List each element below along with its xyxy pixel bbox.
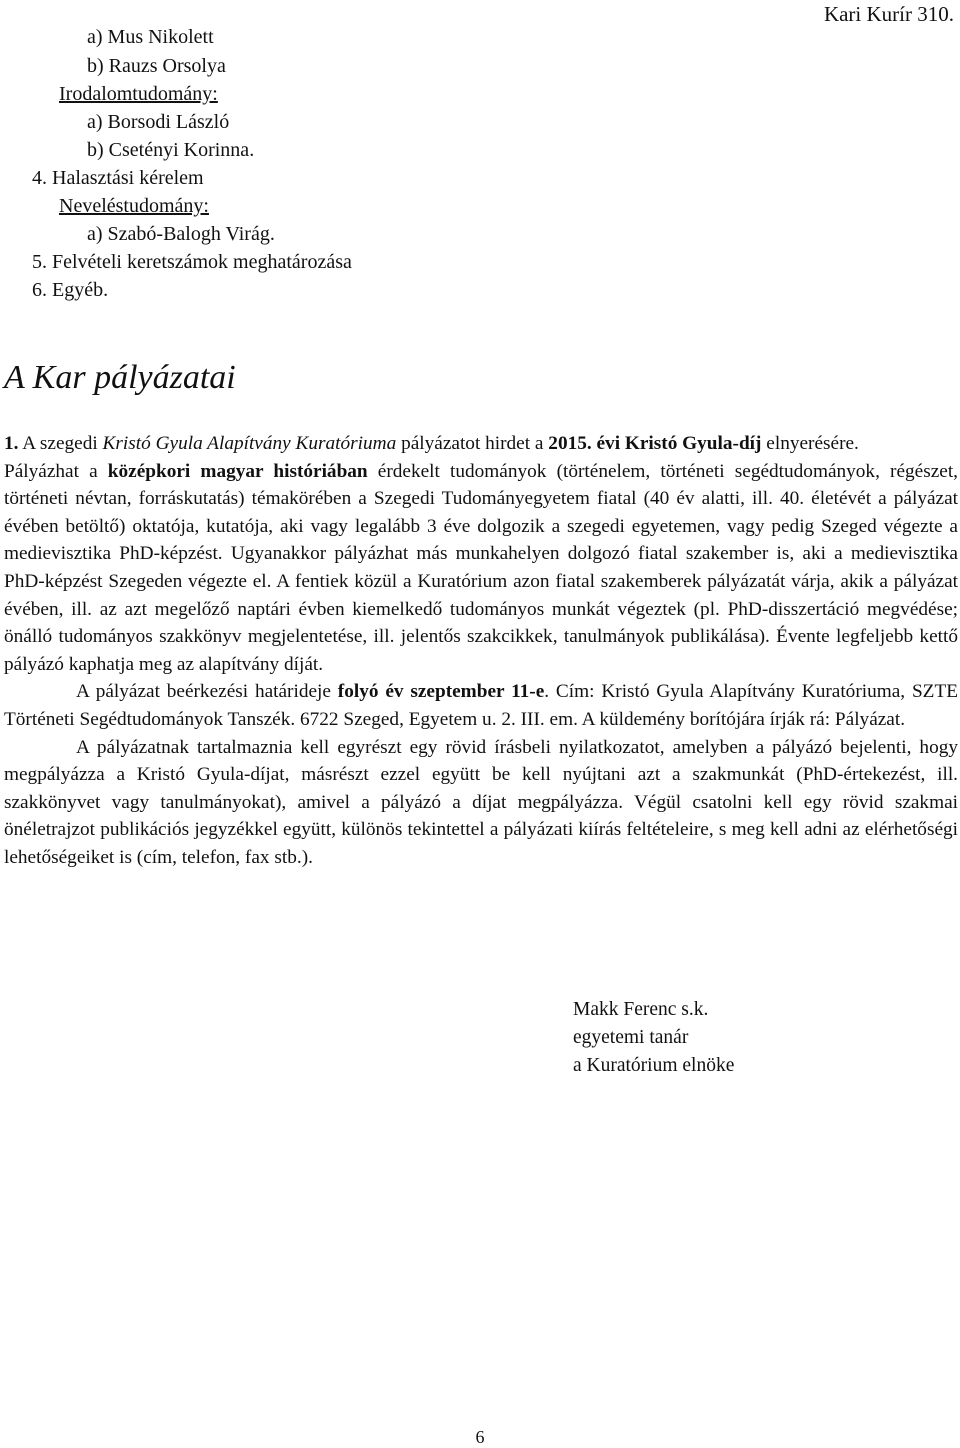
list-item: 6. Egyéb.: [32, 279, 109, 301]
list-item: a) Szabó-Balogh Virág.: [87, 223, 275, 245]
list-item: 5. Felvételi keretszámok meghatározása: [32, 251, 352, 273]
signatory-name: Makk Ferenc s.k.: [573, 999, 709, 1020]
list-item: b) Csetényi Korinna.: [87, 139, 255, 161]
paragraph-deadline: A pályázat beérkezési határideje folyó év szeptember 11-e. Cím: Kristó Gyula Alapítvány Kuratóriuma, SZTE Történeti Segédtudományok Tanszék. 6722 Szeged, Egyetem u. 2. III. em. A küldemény borítójára írják rá: Pályázat.: [4, 681, 959, 730]
list-item: 4. Halasztási kérelem: [32, 167, 204, 189]
paragraph-announcement: 1. A szegedi Kristó Gyula Alapítvány Kuratóriuma pályázatot hirdet a 2015. évi Kristó Gyula-díj elnyerésére.: [4, 433, 859, 454]
section-title: A Kar pályázatai: [4, 359, 236, 396]
list-subheading: Irodalomtudomány:: [59, 83, 218, 105]
signatory-role: a Kuratórium elnöke: [573, 1055, 735, 1076]
article-body: [4, 430, 958, 872]
list-subheading: Neveléstudomány:: [59, 195, 209, 217]
signature-block: [573, 996, 734, 1080]
foundation-name: Kristó Gyula Alapítvány Kuratóriuma: [102, 433, 397, 454]
item-number: 1.: [4, 433, 19, 454]
research-field: középkori magyar históriában: [107, 460, 368, 482]
paragraph-requirements: A pályázatnak tartalmaznia kell egyrészt egy rövid írásbeli nyilatkozatot, amelyben a pályázó bejelenti, hogy megpályázza a Kristó Gyula-díjat, másrészt ezzel együtt be kell nyújtani azt a szakmunkát (PhD-értekezést, ill. szakkönyvet vagy tanulmányokat), amivel a pályázó a díjat megpályázza. Végül csatolni kell egy rövid szakmai önéletrajzot publikációs jegyzékkel együtt, különös tekintettel a pályázati kiírás feltételeire, s meg kell adni az elérhetőségi lehetőségeiket is (cím, telefon, fax stb.).: [4, 736, 958, 868]
list-item: b) Rauzs Orsolya: [87, 55, 226, 77]
page-number: 6: [475, 1427, 485, 1447]
signatory-title: egyetemi tanár: [573, 1027, 689, 1048]
prize-name: 2015. évi Kristó Gyula-díj: [548, 433, 762, 454]
paragraph-eligibility: Pályázhat a középkori magyar históriában érdekelt tudományok (történelem, történeti segédtudományok, régészet, történeti névtan, forráskutatás) témakörében a Szegedi Tudományegyetem fiatal (40 év alatti, ill. 40. életévét a pályázat évében betöltő) oktatója, kutatója, aki vagy legalább 3 éve dolgozik a szegedi egyetemen, vagy pedig Szeged végezte a medievisztika PhD-képzést. Ugyanakkor pályázhat más munkahelyen dolgozó fiatal szakember is, aki a medievisztika PhD-képzést Szegeden végezte el. A fentiek közül a Kuratórium azon fiatal szakemberek pályázatát várja, akik a pályázat évében, ill. az azt megelőző naptári évben kiemelkedő tudományos munkát végeztek (pl. PhD-disszertáció megvédése; önálló tudományos szakkönyv megjelentetése, ill. jelentős szakcikkek, tanulmányok publikálása). Évente legfeljebb kettő pályázó kaphatja meg az alapítvány díját.: [4, 460, 958, 675]
deadline: folyó év szeptember 11-e: [337, 681, 545, 703]
list-item: a) Mus Nikolett: [87, 26, 214, 48]
list-item: a) Borsodi László: [87, 111, 230, 133]
running-header: Kari Kurír 310.: [823, 2, 954, 26]
